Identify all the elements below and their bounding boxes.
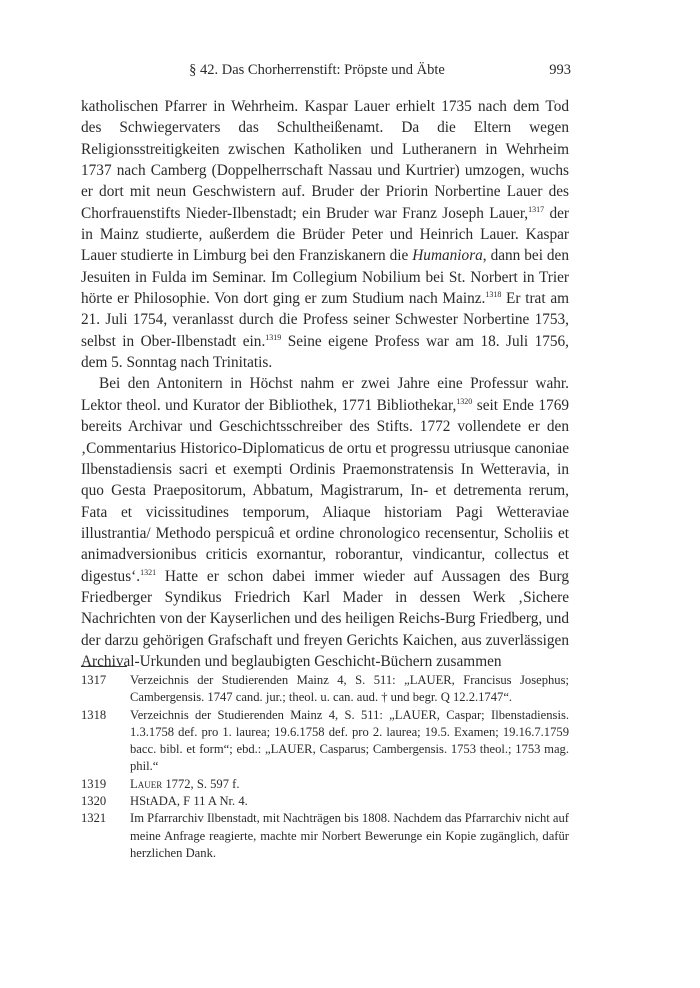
footnote-ref-1320[interactable]: 1320: [456, 396, 473, 406]
footnote-author: Lauer: [130, 776, 163, 791]
text-run: katholischen Pfarrer in Wehrheim. Kaspar Lauer erhielt 1735 nach dem Tod des Schwiegervaters das Schultheißenamt. Da die Eltern wegen Religionsstreitigkeiten zwischen Katholiken und Lutheranern in Wehrheim 1737 nach Camberg (Doppelherrschaft Nassau und Kurtrier) umzogen, wuchs er dort mit neun Geschwistern auf. Bruder der Priorin Norbertine Lauer des Chorfrauenstifts Nieder-Ilbenstadt; ein Bruder war Franz Joseph Lauer,: [81, 98, 569, 222]
footnote-1321: [81, 810, 569, 862]
text-run: Er trat am 21. Juli 1754, veranlasst durch die Profess seiner Schwester Norbertine 1753, selbst in Ober-Ilbenstadt ein.: [81, 290, 570, 350]
footnote-ref-1318[interactable]: 1318: [485, 290, 502, 300]
running-title: § 42. Das Chorherrenstift: Pröpste und Äbte: [189, 62, 445, 78]
footnote-number: 1319: [81, 776, 107, 791]
emphasis-humaniora: Humaniora: [412, 247, 483, 265]
text-run: , dann bei den Jesuiten in Fulda im Seminar. Im Collegium Nobilium bei St. Norbert in Trier hörte er Philosophie. Von dort ging er zum Studium nach Mainz.: [81, 247, 569, 308]
page-number: 993: [549, 62, 571, 78]
footnote-1318: [81, 707, 569, 776]
footnote-text: HStADA, F 11 A Nr. 4.: [130, 794, 248, 809]
paragraph-1: [81, 96, 569, 373]
text-run: Hatte er schon dabei immer wieder auf Aussagen des Burg Friedberger Syndikus Friedrich Karl Mader in dessen Werk ‚Sichere Nachrichten von der Kayserlichen und des heiligen Reichs-Burg Friedberg, und der darzu gehörigen Grafschaft und freyen Gerichts Kaichen, aus zuverlässigen Archival-Urkunden und beglaubigten Geschicht-Büchern zusammen: [81, 567, 569, 670]
footnote-text: 1772, S. 597 f.: [162, 776, 240, 791]
footnote-separator: [81, 666, 127, 667]
text-run: seit Ende 1769 bereits Archivar und Geschichtsschreiber des Stifts. 1772 vollendete er den ‚Commentarius Historico-Diplomaticus de ortu et progressu utriusque canoniae Ilbenstadiensis sacri et exempti Ordinis Praemonstratensis In Wetteravia, in quo Gesta Praepositorum, Abbatum, Magistrarum, In- et detrementa rerum, Fata et vicissitudines temporum, Aliaque historiam Pagi Wetteraviae illustrantia/ Methodo perspicuâ et ordine chronologico recensentur, Scholiis et animadversionibus criticis exornantur, roborantur, vindicantur, collectus et digestus‘.: [81, 396, 569, 585]
text-run: Seine eigene Profess war am 18. Juli 1756, dem 5. Sonntag nach Trinitatis.: [81, 332, 569, 372]
footnote-ref-1317[interactable]: 1317: [528, 204, 545, 214]
main-text: [81, 96, 569, 672]
paragraph-2: [81, 373, 569, 672]
running-head: [81, 60, 571, 80]
footnote-1317: [81, 672, 569, 707]
text-run: Bei den Antonitern in Höchst nahm er zwei Jahre eine Professur wahr. Lektor theol. und Kurator der Bibliothek, 1771 Bibliothekar,: [81, 375, 569, 414]
footnote-1319: [81, 776, 569, 793]
footnote-1320: [81, 793, 569, 810]
footnote-number: 1317: [81, 673, 107, 687]
footnote-ref-1319[interactable]: 1319: [265, 332, 282, 342]
footnote-number: 1318: [81, 707, 107, 722]
text-run: der in Mainz studierte, außerdem die Brüder Peter und Heinrich Lauer. Kaspar Lauer studierte in Limburg bei den Franziskanern die: [81, 204, 569, 265]
footnote-number: 1320: [81, 794, 107, 809]
footnote-number: 1321: [81, 811, 107, 826]
footnote-text: Im Pfarrarchiv Ilbenstadt, mit Nachträgen bis 1808. Nachdem das Pfarrarchiv nicht auf meine Anfrage reagierte, machte mir Norbert Bewerunge ein Kopie zugänglich, dafür herzlichen Dank.: [130, 811, 569, 860]
footnote-text: Verzeichnis der Studierenden Mainz 4, S. 511: „LAUER, Francisus Josephus; Cambergensis. 1747 cand. jur.; theol. u. can. aud. † und begr. Q 12.2.1747“.: [130, 673, 569, 705]
footnotes: [81, 672, 569, 862]
footnote-text: Verzeichnis der Studierenden Mainz 4, S. 511: „LAUER, Caspar; Ilbenstadiensis. 1.3.1758 def. pro 1. laurea; 19.6.1758 def. pro 2. laurea; 19.5. Examen; 19.16.7.1759 bacc. bibl. et form“; ebd.: „LAUER, Casparus; Cambergensis. 1753 theol.; 1753 mag. phil.“: [130, 707, 569, 774]
footnote-ref-1321[interactable]: 1321: [140, 567, 157, 577]
